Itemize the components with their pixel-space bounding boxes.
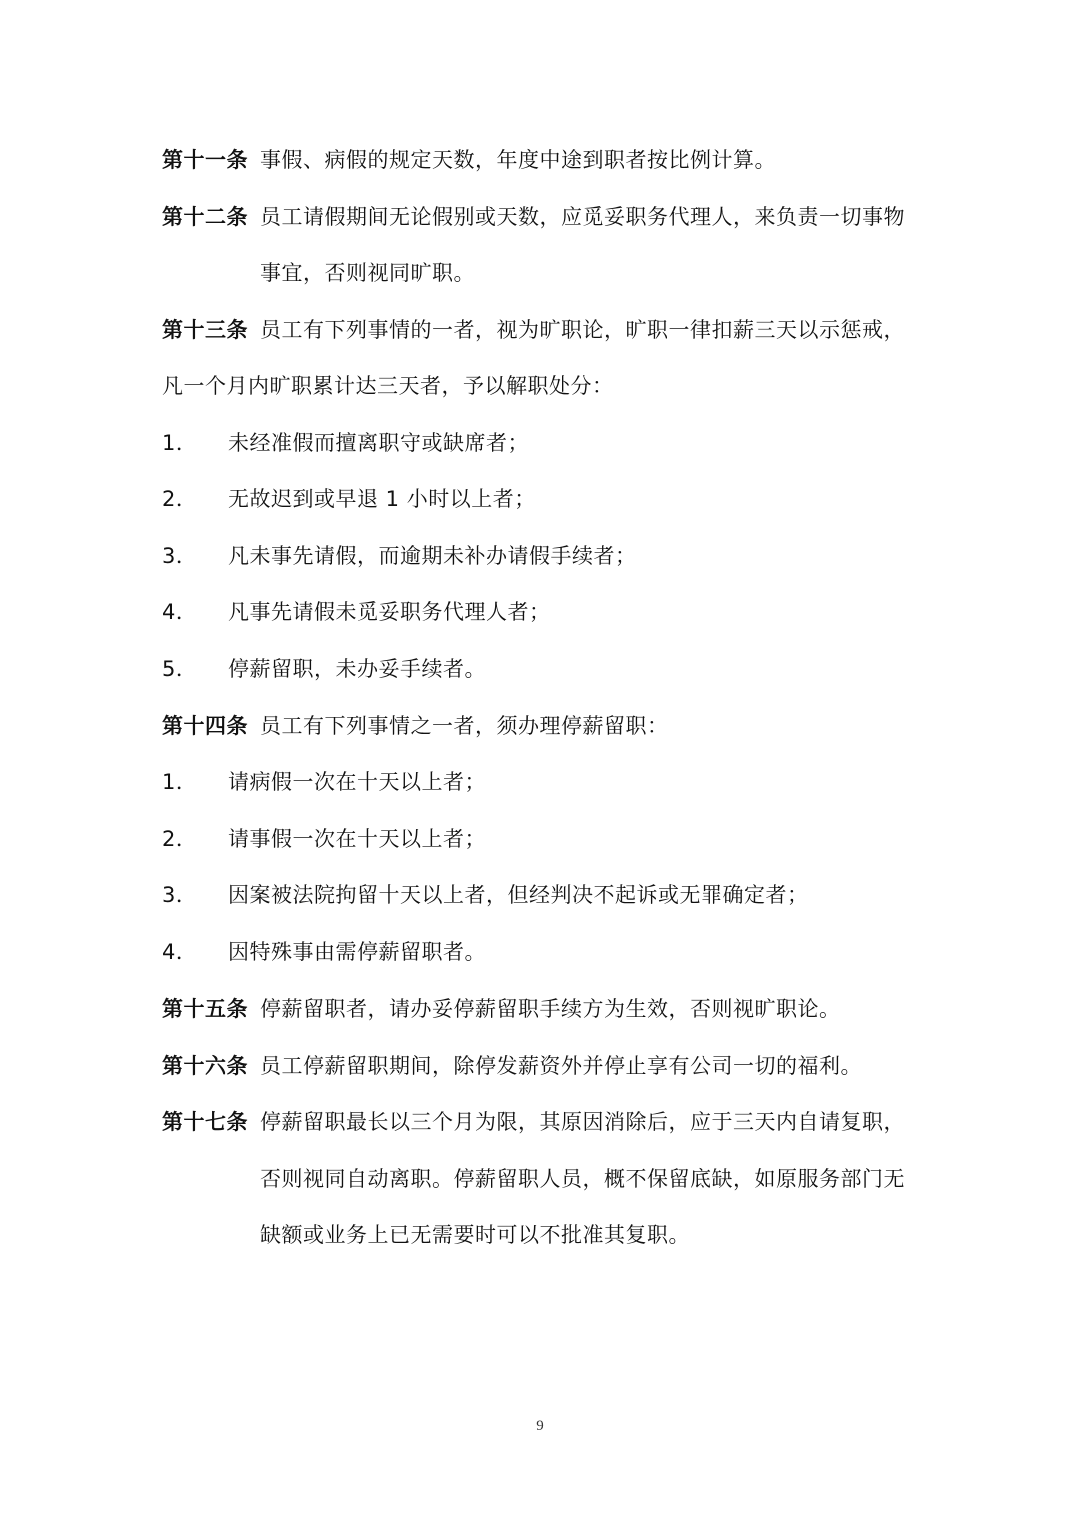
article-text: 凡一个月内旷职累计达三天者，予以解职处分： [162,374,614,398]
page-number: 9 [536,1418,544,1434]
list-text: 无故迟到或早退 1 小时以上者； [228,487,536,511]
article-label: 第十七条 [162,1110,248,1134]
article-14 [162,706,669,746]
list-text: 因特殊事由需停薪留职者。 [228,940,486,964]
article-17-continuation [260,1215,690,1255]
list-number: 5． [162,657,198,681]
list-text: 请事假一次在十天以上者； [228,827,486,851]
list-item [162,819,486,859]
article-text: 员工有下列事情之一者，须办理停薪留职： [260,714,669,738]
article-text: 员工请假期间无论假别或天数，应觅妥职务代理人，来负责一切事物 [260,205,905,229]
list-text: 凡事先请假未觅妥职务代理人者； [228,600,551,624]
list-text: 未经准假而擅离职守或缺席者； [228,431,529,455]
article-label: 第十一条 [162,148,248,172]
article-label: 第十四条 [162,714,248,738]
article-text: 员工有下列事情的一者，视为旷职论，旷职一律扣薪三天以示惩戒， [260,318,905,342]
article-12-continuation [260,253,475,293]
list-text: 凡未事先请假，而逾期未补办请假手续者； [228,544,637,568]
article-16 [162,1046,862,1086]
article-text: 停薪留职者，请办妥停薪留职手续方为生效，否则视旷职论。 [260,997,841,1021]
article-text: 事宜，否则视同旷职。 [260,261,475,285]
list-number: 4． [162,600,198,624]
article-label: 第十五条 [162,997,248,1021]
article-11 [162,140,776,180]
article-text: 否则视同自动离职。停薪留职人员，概不保留底缺，如原服务部门无 [260,1167,905,1191]
list-number: 2． [162,827,198,851]
article-12 [162,197,905,237]
list-item [162,932,486,972]
list-text: 请病假一次在十天以上者； [228,770,486,794]
list-item [162,592,551,632]
article-15 [162,989,841,1029]
list-number: 3． [162,544,198,568]
list-item [162,423,529,463]
article-label: 第十三条 [162,318,248,342]
list-number: 4． [162,940,198,964]
article-17-continuation [260,1159,905,1199]
list-number: 3． [162,883,198,907]
article-label: 第十二条 [162,205,248,229]
list-item [162,762,486,802]
article-17 [162,1102,905,1142]
list-number: 1． [162,431,198,455]
article-text: 停薪留职最长以三个月为限，其原因消除后，应于三天内自请复职， [260,1110,905,1134]
article-13 [162,310,905,350]
article-label: 第十六条 [162,1054,248,1078]
article-text: 事假、病假的规定天数，年度中途到职者按比例计算。 [260,148,776,172]
list-text: 因案被法院拘留十天以上者，但经判决不起诉或无罪确定者； [228,883,809,907]
article-13-continuation [162,366,614,406]
list-text: 停薪留职，未办妥手续者。 [228,657,486,681]
article-text: 缺额或业务上已无需要时可以不批准其复职。 [260,1223,690,1247]
list-item [162,875,809,915]
list-item [162,536,637,576]
list-number: 2． [162,487,198,511]
list-number: 1． [162,770,198,794]
list-item [162,479,536,519]
article-text: 员工停薪留职期间，除停发薪资外并停止享有公司一切的福利。 [260,1054,862,1078]
list-item [162,649,486,689]
